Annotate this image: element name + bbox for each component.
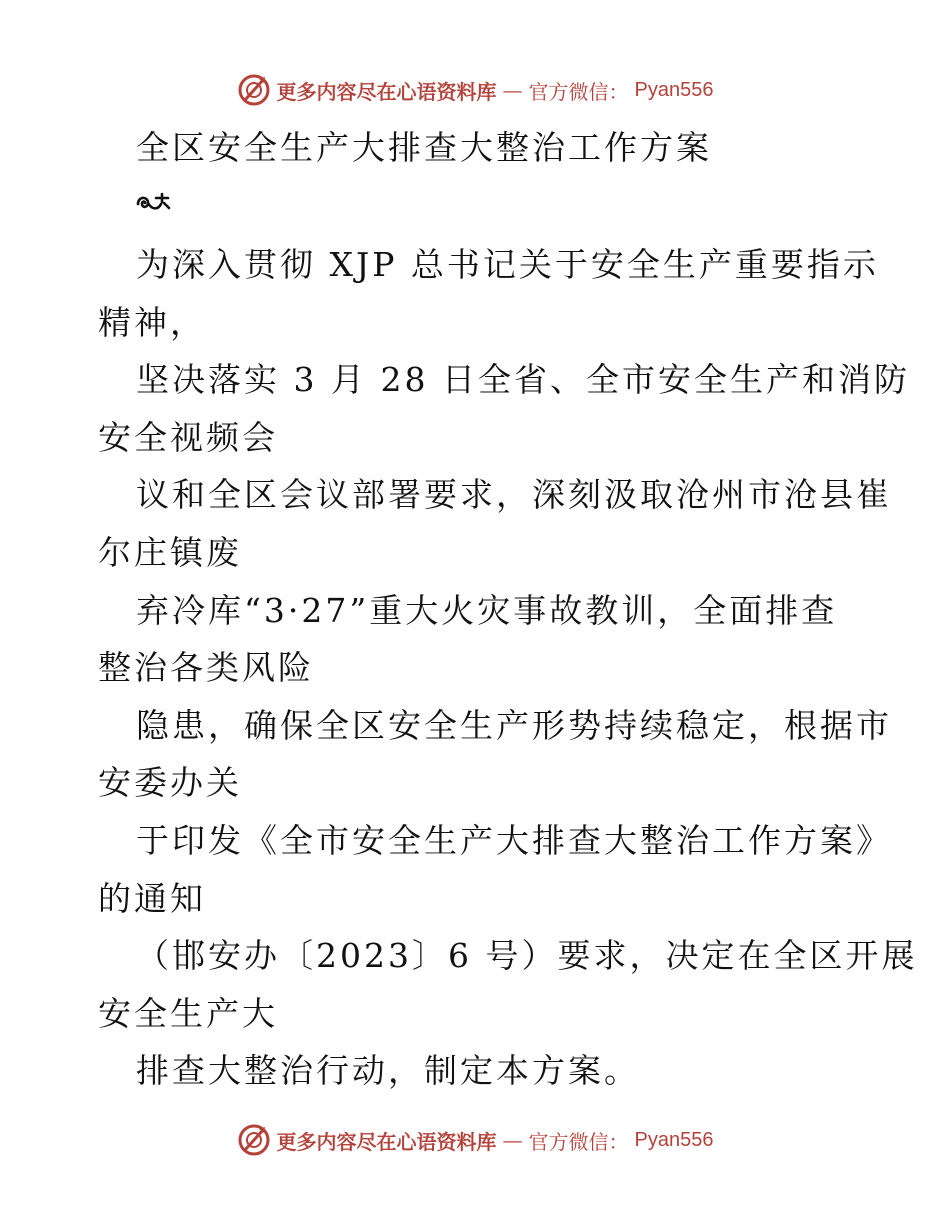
body-line: 的通知 [98,878,206,918]
document-body [98,236,918,1100]
banner-site-name: 更多内容尽在心语资料库 [276,1129,497,1154]
body-line: 隐患，确保全区安全生产形势持续稳定，根据市 [136,705,892,745]
body-line: 尔庄镇废 [98,532,242,572]
footer-banner [0,1120,950,1160]
brand-logo-icon [237,73,271,107]
body-line: 于印发《全市安全生产大排查大整治工作方案》 [136,820,892,860]
header-banner [0,70,950,110]
banner-wechat-label: 官方微信： [528,79,629,104]
body-line: 安全生产大 [98,993,278,1033]
banner-wechat-id: Pyan556 [634,1128,714,1151]
body-line: （邯安办〔2023〕6 号）要求，决定在全区开展 [136,936,918,976]
body-line: 排查大整治行动，制定本方案。 [136,1051,640,1091]
body-line: 安全视频会 [98,417,278,457]
body-line: 坚决落实 3 月 28 日全省、全市安全生产和消防 [136,360,910,400]
banner-dash: — [502,1128,523,1152]
banner-wechat-label: 官方微信： [528,1129,629,1154]
body-line: 弃冷库“3·27”重大火灾事故教训，全面排查 [136,590,838,630]
body-line: 整治各类风险 [98,648,314,688]
body-line: 为深入贯彻 XJP 总书记关于安全生产重要指示 [136,245,879,284]
document-title: 全区安全生产大排查大整治工作方案 [136,128,712,167]
banner-dash: — [502,78,523,102]
body-line: 精神， [98,302,206,342]
banner-wechat-id: Pyan556 [634,78,714,101]
body-line: 安委办关 [98,763,242,803]
banner-site-name: 更多内容尽在心语资料库 [276,79,497,104]
scroll-ornament-icon [134,190,172,216]
body-line: 议和全区会议部署要求，深刻汲取沧州市沧县崔 [136,475,892,515]
brand-logo-icon [237,1123,271,1157]
